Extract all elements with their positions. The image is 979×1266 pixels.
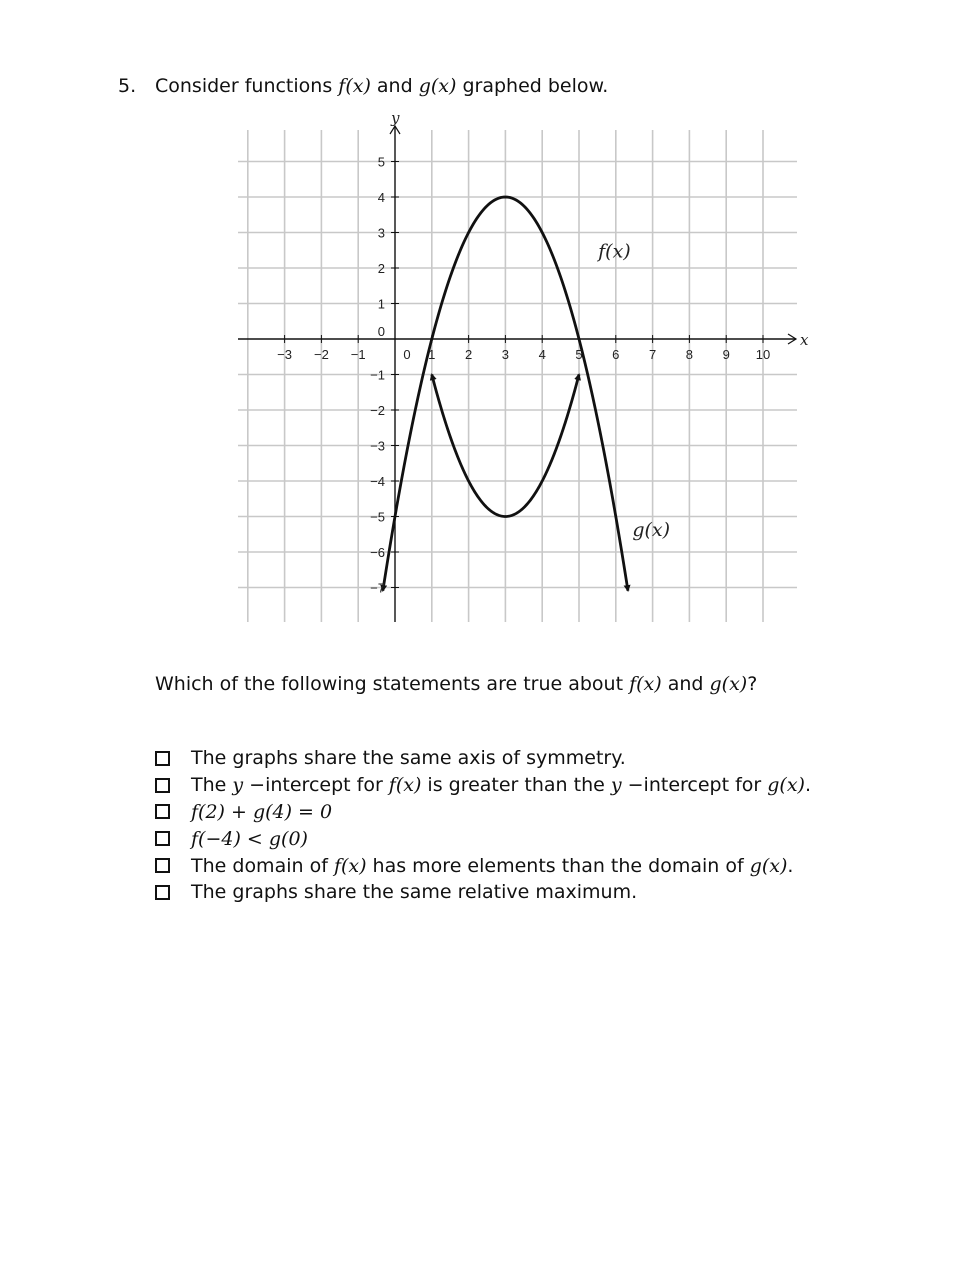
grid (238, 130, 797, 622)
answer-choice (155, 825, 811, 852)
g-label: g(x) (632, 519, 671, 542)
choice-text: −intercept for (621, 774, 768, 797)
choice-math: g(x) (767, 774, 805, 797)
prompt-after: ? (747, 673, 758, 695)
choice-label (191, 881, 637, 903)
checkbox[interactable] (155, 831, 170, 846)
question-text (155, 75, 608, 97)
y-tick-label: 4 (377, 190, 385, 205)
y-tick-label: 3 (377, 225, 385, 241)
checkbox[interactable] (155, 751, 170, 766)
choice-math: f(x) (388, 774, 422, 797)
y-tick-label: 1 (377, 296, 385, 312)
x-tick-label: 7 (648, 347, 657, 362)
x-tick-label: −1 (350, 347, 366, 362)
choice-label (191, 747, 626, 769)
choice-math: f(x) (333, 854, 367, 877)
prompt-f-symbol: f(x) (629, 673, 662, 695)
choice-math: y (610, 774, 622, 797)
x-tick-label: 8 (685, 347, 694, 362)
choice-text: The (191, 774, 233, 797)
choice-math: y (232, 774, 244, 797)
y-tick-label: −3 (370, 438, 385, 454)
choice-math: g(x) (749, 854, 788, 877)
x-tick-label: 5 (575, 347, 583, 362)
x-tick-label: 3 (501, 347, 510, 362)
question-and-word: and (376, 75, 413, 97)
prompt-text (155, 673, 757, 695)
answer-choice (155, 745, 811, 772)
checkbox[interactable] (155, 858, 170, 873)
question-f-symbol: f(x) (338, 75, 371, 97)
choice-text: . (804, 774, 812, 797)
x-tick-label: 1 (428, 347, 436, 362)
origin-label-x: 0 (403, 347, 411, 362)
y-axis-label: y (391, 109, 400, 127)
question-intro-after: graphed below. (462, 75, 609, 97)
prompt-and-word: and (667, 673, 704, 695)
x-tick-label: −2 (313, 347, 329, 362)
answer-choices (155, 745, 811, 906)
choice-text: The graphs share the same relative maximum. (191, 881, 638, 904)
answer-choice (155, 772, 811, 799)
y-tick-label: −5 (370, 509, 385, 525)
x-tick-label: 2 (464, 347, 473, 362)
checkbox[interactable] (155, 778, 170, 793)
prompt-before: Which of the following statements are true about (155, 673, 624, 695)
choice-math: f(2) + g(4) = 0 (191, 800, 333, 823)
question-g-symbol: g(x) (418, 75, 457, 97)
answer-choice (155, 852, 811, 879)
y-tick-label: 2 (377, 261, 385, 276)
f-label: f(x) (598, 240, 631, 263)
x-tick-label: 10 (755, 347, 771, 362)
origin-label-y: 0 (377, 324, 385, 339)
choice-text: is greater than the (421, 774, 611, 797)
y-tick-label: −1 (370, 367, 385, 383)
choice-text: The graphs share the same axis of symmetry. (191, 747, 626, 770)
question-number: 5. (118, 75, 137, 97)
answer-choice (155, 799, 811, 826)
question-intro-before: Consider functions (155, 75, 333, 97)
y-tick-label: −2 (370, 403, 385, 418)
labels (277, 109, 809, 596)
checkbox[interactable] (155, 885, 170, 900)
choice-math: f(−4) < g(0) (191, 827, 308, 850)
choice-label (191, 855, 793, 877)
x-tick-label: 6 (612, 347, 620, 362)
x-axis-label: x (800, 331, 809, 349)
y-tick-label: −7 (370, 580, 385, 596)
x-tick-label: 4 (538, 347, 546, 362)
choice-label (191, 801, 332, 823)
choice-text: has more elements than the domain of (366, 854, 750, 877)
y-tick-label: −4 (370, 474, 385, 489)
choice-text: The domain of (191, 854, 334, 877)
y-tick-label: 5 (377, 154, 385, 170)
y-tick-label: −6 (370, 545, 385, 560)
choice-label (191, 774, 811, 796)
checkbox[interactable] (155, 804, 170, 819)
function-graph (230, 108, 810, 628)
x-tick-label: −3 (277, 347, 293, 362)
choice-text: . (787, 854, 794, 877)
prompt-g-symbol: g(x) (709, 673, 748, 695)
choice-label (191, 828, 308, 850)
answer-choice (155, 879, 811, 906)
x-tick-label: 9 (722, 347, 730, 362)
choice-text: −intercept for (243, 774, 389, 797)
